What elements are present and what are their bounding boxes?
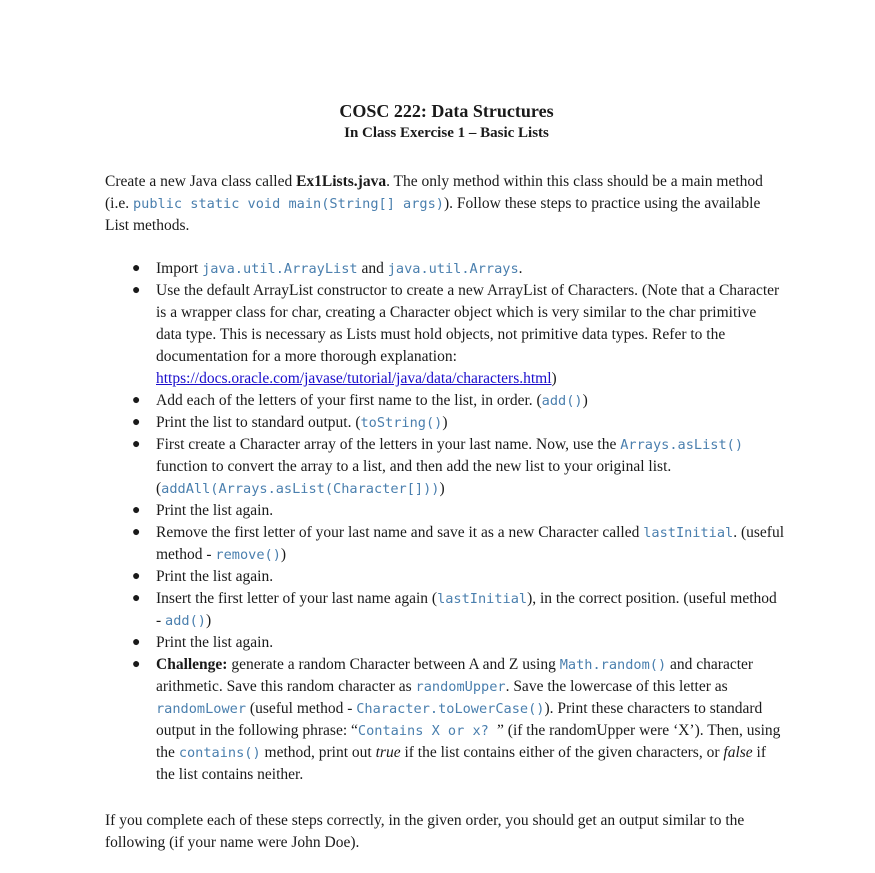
code-contains-phrase: Contains X or x? <box>357 723 498 739</box>
step-text: ” (if the randomUpper were ‘X’). Then, using the <box>156 722 781 761</box>
step-text: . Save the lowercase of this letter as <box>505 678 728 695</box>
step-text: ) <box>582 392 588 409</box>
step-print-again <box>105 632 785 654</box>
step-remove-initial <box>105 522 785 566</box>
step-print-again <box>105 566 785 588</box>
step-text: . (useful method - <box>156 524 785 563</box>
bullet-icon: ● <box>132 283 141 298</box>
bullet-icon: ● <box>132 525 141 540</box>
step-text: . <box>518 260 523 277</box>
step-challenge <box>105 654 785 786</box>
step-print-again <box>105 500 785 522</box>
document-title: COSC 222: Data Structures <box>339 101 554 121</box>
step-text: generate a random Character between A and Z using <box>227 656 560 673</box>
step-text: function to convert the array to a list, and then add the new list to your original list. ( <box>156 458 672 497</box>
step-text: if the list contains either of the given characters, or <box>400 744 724 761</box>
document-page <box>105 100 785 854</box>
code-tolowercase: Character.toLowerCase() <box>356 701 545 717</box>
step-text: Remove the first letter of your last name and save it as a new Character called <box>156 524 644 541</box>
code-arraylist: java.util.ArrayList <box>202 261 358 277</box>
bullet-icon: ● <box>132 503 141 518</box>
steps-list <box>105 258 785 786</box>
step-text: ) <box>280 546 287 563</box>
intro-text: Create a new Java class called <box>105 173 297 190</box>
step-insert-initial <box>105 588 785 632</box>
step-text: Print the list to standard output. ( <box>156 414 361 431</box>
bullet-icon: ● <box>132 591 141 606</box>
code-tostring: toString() <box>360 415 443 431</box>
bullet-icon: ● <box>132 569 141 584</box>
code-addall: addAll(Arrays.asList(Character[])) <box>161 481 440 497</box>
bullet-icon: ● <box>132 261 141 276</box>
code-contains: contains() <box>178 745 261 761</box>
document-subtitle: In Class Exercise 1 – Basic Lists <box>344 125 549 141</box>
step-text: First create a Character array of the letters in your last name. Now, use the <box>156 436 621 453</box>
step-text: (useful method - <box>246 700 357 717</box>
step-print-list <box>105 412 785 434</box>
step-text: Use the default ArrayList constructor to create a new ArrayList of Characters. (Note that a Character is a wrapper class for char, creating a Character object which is very similar to the char primitive data type. This is necessary as Lists must hold objects, not primitive data types. Refer to the documentation for a more thorough explanation: <box>156 282 780 365</box>
code-randomlower: randomLower <box>156 701 247 717</box>
code-add: add() <box>165 613 206 629</box>
step-text: ) <box>205 612 212 629</box>
step-add-first-name <box>105 390 785 412</box>
code-randomupper: randomUpper <box>415 679 506 695</box>
step-text: ). Print these characters to standard output in the following phrase: “ <box>156 700 763 739</box>
step-text: ) <box>442 414 448 431</box>
code-lastinitial: lastInitial <box>643 525 734 541</box>
step-text: Import <box>156 260 203 277</box>
step-text: method, print out <box>260 744 376 761</box>
main-signature-code: public static void main(String[] args) <box>132 196 444 212</box>
step-text: Add each of the letters of your first name to the list, in order. ( <box>156 392 542 409</box>
code-aslist: Arrays.asList() <box>620 437 744 453</box>
step-text: Insert the first letter of your last name again ( <box>156 590 438 607</box>
step-text: Print the list again. <box>156 634 274 651</box>
intro-text: . The only method within this class should be a main method (i.e. <box>105 173 763 212</box>
step-text: ), in the correct position. (useful method - <box>156 590 777 629</box>
step-text: Print the list again. <box>156 568 274 585</box>
step-text: and character arithmetic. Save this random character as <box>156 656 754 695</box>
bullet-icon: ● <box>132 437 141 452</box>
code-add: add() <box>541 393 583 409</box>
bullet-icon: ● <box>132 393 141 408</box>
step-text: Print the list again. <box>156 502 274 519</box>
intro-text: ). Follow these steps to practice using the available List methods. <box>105 195 761 234</box>
intro-filename: Ex1Lists.java <box>296 173 387 190</box>
italic-false: false <box>723 744 753 761</box>
bullet-icon: ● <box>132 657 141 672</box>
bullet-icon: ● <box>132 635 141 650</box>
code-remove: remove() <box>215 547 281 563</box>
code-arrays: java.util.Arrays <box>387 261 519 277</box>
step-constructor <box>105 280 785 390</box>
step-last-name-array <box>105 434 785 500</box>
outro-paragraph: If you complete each of these steps correctly, in the given order, you should get an output similar to the following (if your name were John Doe). <box>105 812 745 851</box>
intro-paragraph <box>105 171 785 237</box>
step-text: ) <box>439 480 445 497</box>
step-import <box>105 258 785 280</box>
italic-true: true <box>375 744 401 761</box>
step-text: ) <box>551 370 557 387</box>
step-text: and <box>357 260 388 277</box>
step-text: if the list contains neither. <box>156 744 767 783</box>
documentation-link[interactable]: https://docs.oracle.com/javase/tutorial/java/data/characters.html <box>156 370 552 387</box>
challenge-label: Challenge: <box>156 656 228 673</box>
code-math-random: Math.random() <box>559 657 667 673</box>
code-lastinitial: lastInitial <box>437 591 528 607</box>
bullet-icon: ● <box>132 415 141 430</box>
